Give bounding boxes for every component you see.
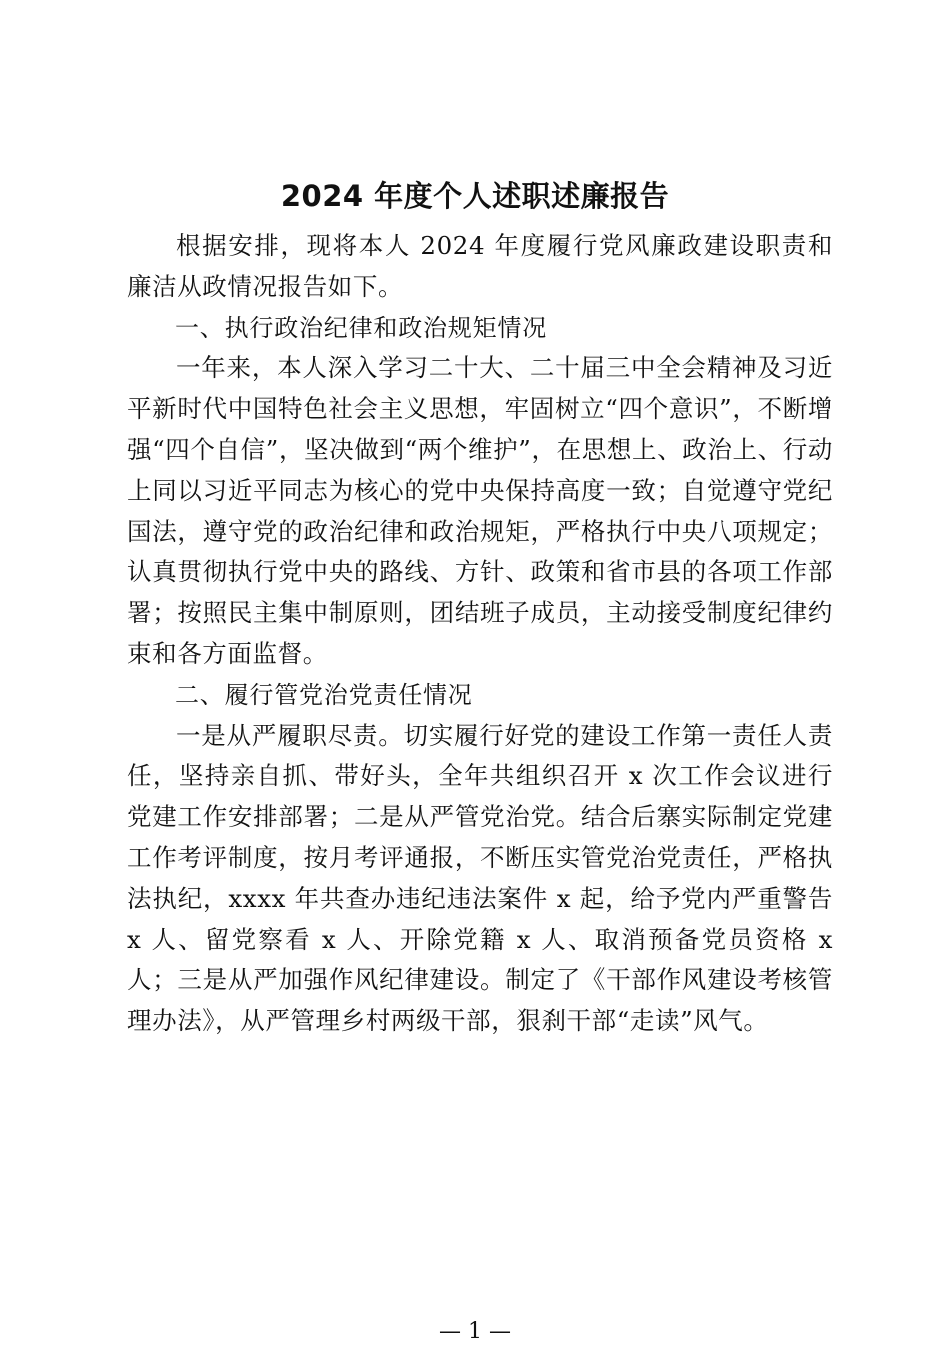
page-number: — 1 — <box>439 1319 511 1344</box>
document-body <box>127 226 833 1042</box>
document-title: 2024 年度个人述职述廉报告 <box>280 179 670 213</box>
section-1-paragraph: 一年来，本人深入学习二十大、二十届三中全会精神及习近平新时代中国特色社会主义思想，牢固树立“四个意识”，不断增强“四个自信”，坚决做到“两个维护”，在思想上、政治上、行动上同以习近平同志为核心的党中央保持高度一致；自觉遵守党纪国法，遵守党的政治纪律和政治规矩，严格执行中央八项规定；认真贯彻执行党中央的路线、方针、政策和省市县的各项工作部署；按照民主集中制原则，团结班子成员，主动接受制度纪律约束和各方面监督。 <box>127 353 833 668</box>
section-1-heading: 一、执行政治纪律和政治规矩情况 <box>175 313 547 342</box>
section-2-paragraph: 一是从严履职尽责。切实履行好党的建设工作第一责任人责任，坚持亲自抓、带好头，全年共组织召开 x 次工作会议进行党建工作安排部署；二是从严管党治党。结合后寨实际制定党建工作考评制度，按月考评通报，不断压实管党治党责任，严格执法执纪，xxxx 年共查办违纪违法案件 x 起，给予党内严重警告 x 人、留党察看 x 人、开除党籍 x 人、取消预备党员资格 x 人；三是从严加强作风纪律建设。制定了《干部作风建设考核管理办法》，从严管理乡村两级干部，狠刹干部“走读”风气。 <box>127 720 833 1036</box>
section-2-heading: 二、履行管党治党责任情况 <box>175 680 473 709</box>
intro-paragraph: 根据安排，现将本人 2024 年度履行党风廉政建设职责和廉洁从政情况报告如下。 <box>127 231 833 301</box>
